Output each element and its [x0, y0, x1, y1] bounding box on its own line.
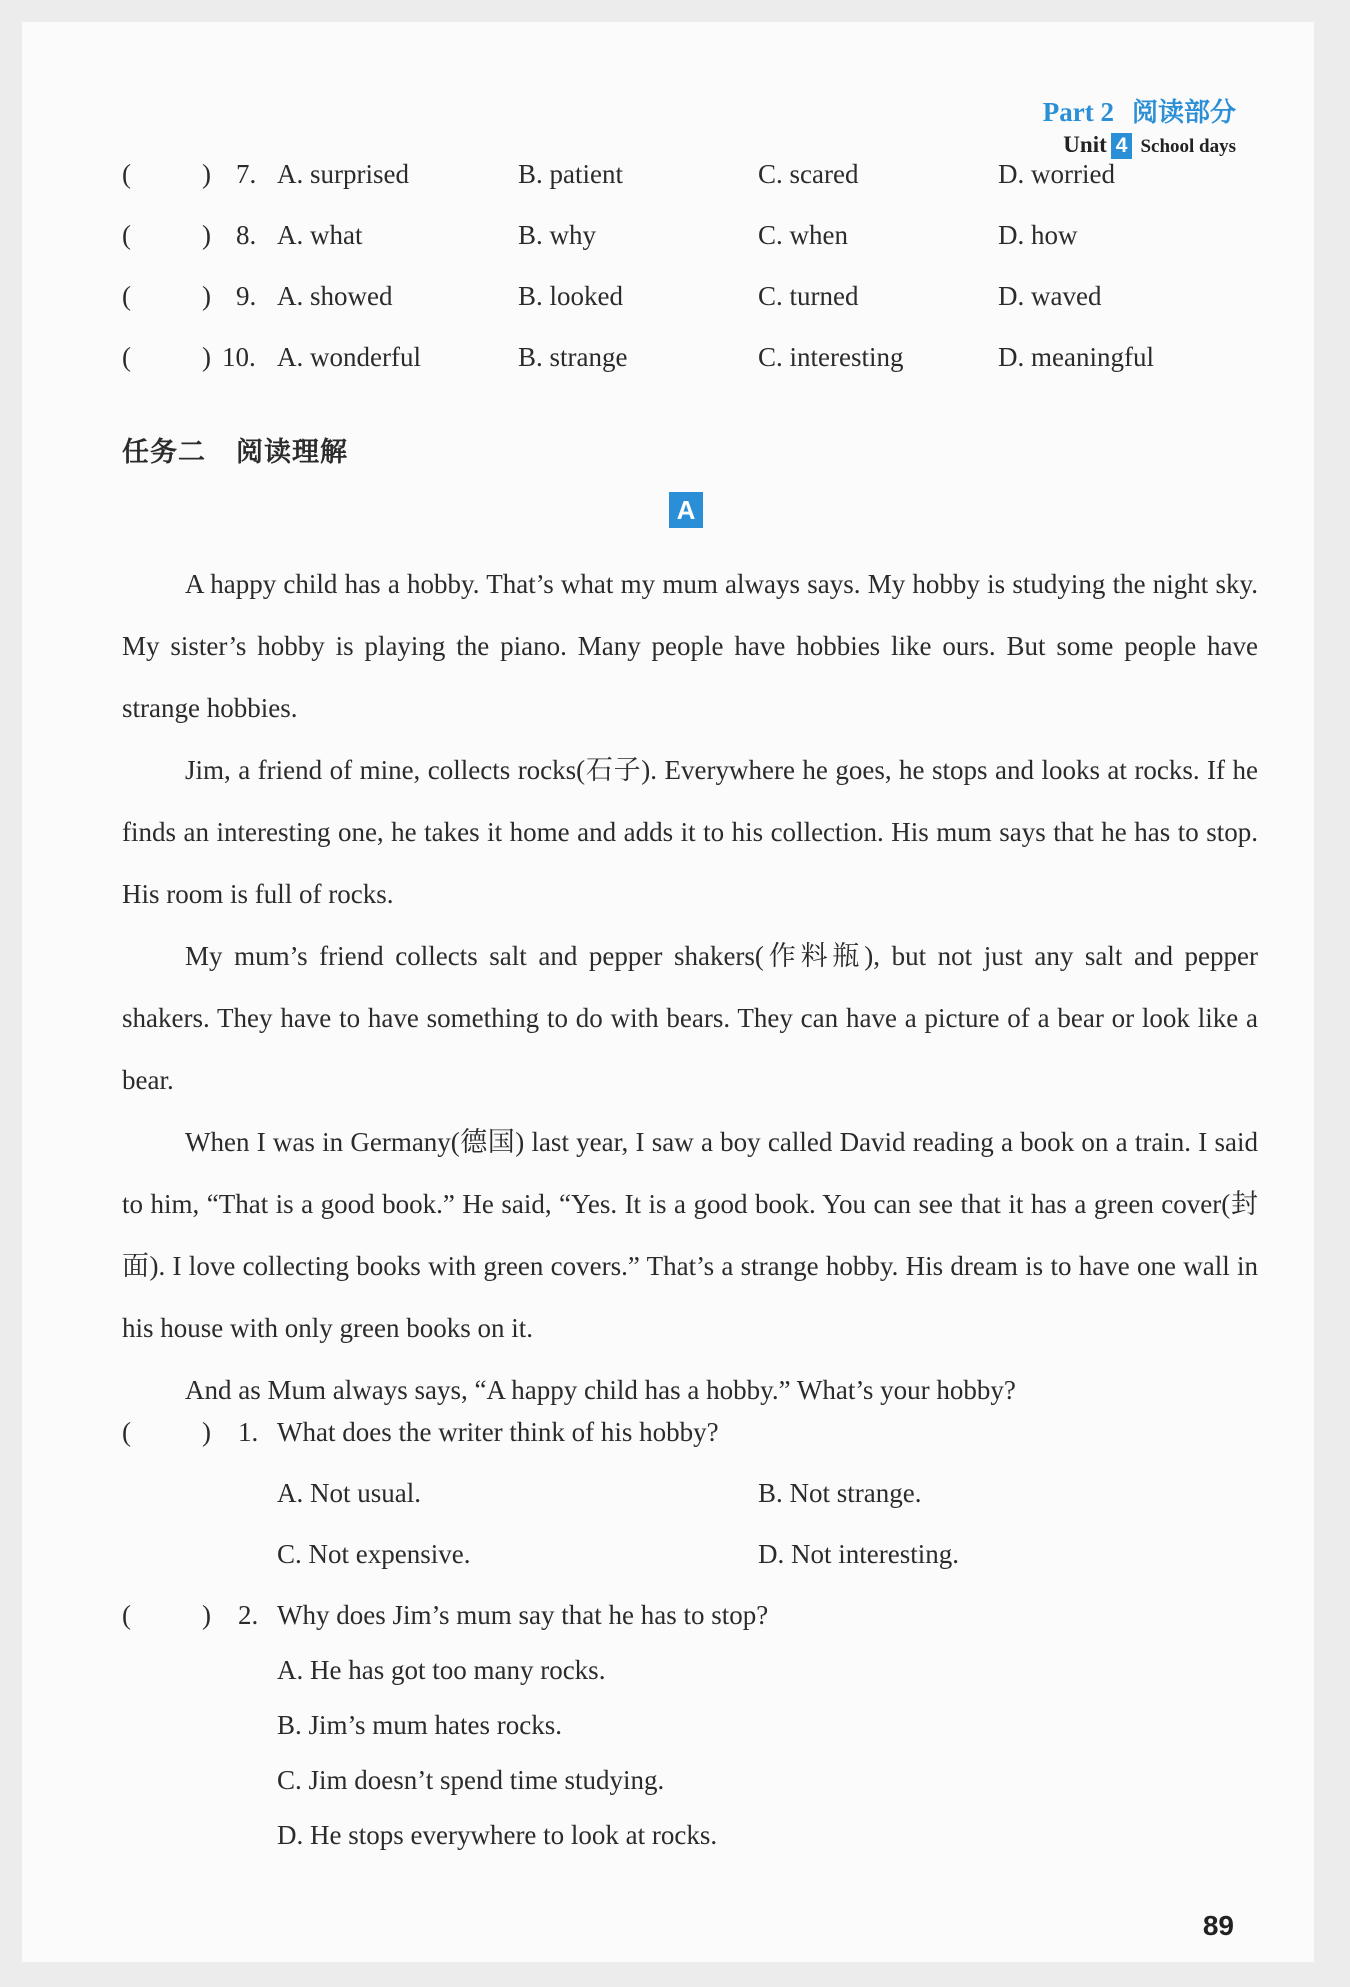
option-d: D. meaningful [998, 342, 1154, 372]
answer-paren-open: ( [122, 220, 131, 250]
option-b: B. strange [518, 342, 628, 372]
option-c: C. when [758, 220, 848, 250]
option-b: B. patient [518, 159, 623, 189]
question-number: 7. [236, 159, 257, 189]
option-c: C. scared [758, 159, 859, 189]
question-text: What does the writer think of his hobby? [277, 1417, 719, 1447]
question-number: 1. [238, 1417, 259, 1447]
unit-label: Unit [1063, 132, 1107, 157]
option-a: A. showed [277, 281, 393, 311]
option-c: C. turned [758, 281, 859, 311]
answer-paren-open: ( [122, 1600, 131, 1630]
answer-choice: B. Jim’s mum hates rocks. [277, 1710, 562, 1740]
answer-paren-close: ) [202, 159, 211, 189]
page [22, 22, 1314, 1962]
passage-paragraph: When I was in Germany(德国) last year, I saw a boy called David reading a book on a train. I said to him, “That is a good book.” He said, “Yes. It is a good book. You can see that it has a green cover(封面). I love collecting books with green covers.” That’s a strange hobby. His dream is to have one wall in his house with only green books on it. [122, 1127, 1258, 1343]
question-number: 8. [236, 220, 257, 250]
answer-paren-close: ) [202, 342, 211, 372]
answer-choice: C. Jim doesn’t spend time studying. [277, 1765, 665, 1795]
option-a: A. surprised [277, 159, 409, 189]
unit-number-badge: 4 [1111, 133, 1133, 159]
answer-choice: A. Not usual. [277, 1478, 421, 1508]
passage-paragraph: And as Mum always says, “A happy child has a hobby.” What’s your hobby? [185, 1375, 1016, 1405]
question-text: Why does Jim’s mum say that he has to stop? [277, 1600, 769, 1630]
answer-choice: B. Not strange. [758, 1478, 922, 1508]
option-d: D. worried [998, 159, 1115, 189]
header-unit [1063, 132, 1236, 159]
part-cn-label: 阅读部分 [1131, 98, 1236, 128]
option-b: B. looked [518, 281, 623, 311]
option-c: C. interesting [758, 342, 904, 372]
part-label: Part 2 [1042, 97, 1114, 127]
option-d: D. waved [998, 281, 1102, 311]
passage-label-badge: A [669, 492, 703, 528]
passage-paragraph: Jim, a friend of mine, collects rocks(石子). Everywhere he goes, he stops and looks at rocks. If he finds an interesting one, he takes it home and adds it to his collection. His mum says that he has to stop. His room is full of rocks. [122, 755, 1258, 909]
answer-choice: A. He has got too many rocks. [277, 1655, 606, 1685]
option-b: B. why [518, 220, 597, 250]
option-d: D. how [998, 220, 1078, 250]
section-heading [122, 430, 348, 469]
reading-passage [122, 553, 1258, 1421]
answer-paren-open: ( [122, 342, 131, 372]
answer-choice: C. Not expensive. [277, 1539, 471, 1569]
answer-paren-open: ( [122, 159, 131, 189]
section-task-label: 任务二 [122, 437, 206, 468]
question-number: 9. [236, 281, 257, 311]
header-part [1043, 92, 1236, 129]
question-number: 2. [238, 1600, 259, 1630]
section-title-label: 阅读理解 [236, 437, 348, 468]
answer-paren-close: ) [202, 220, 211, 250]
answer-paren-open: ( [122, 281, 131, 311]
answer-paren-close: ) [202, 281, 211, 311]
option-a: A. wonderful [277, 342, 421, 372]
answer-choice: D. Not interesting. [758, 1539, 959, 1569]
answer-choice: D. He stops everywhere to look at rocks. [277, 1820, 718, 1850]
question-number: 10. [222, 342, 256, 372]
answer-paren-close: ) [202, 1600, 211, 1630]
passage-paragraph: A happy child has a hobby. That’s what my mum always says. My hobby is studying the night sky. My sister’s hobby is playing the piano. Many people have hobbies like ours. But some people have strange hobbies. [122, 569, 1258, 723]
unit-title: School days [1140, 136, 1236, 157]
option-a: A. what [277, 220, 363, 250]
page-number: 89 [1202, 1910, 1234, 1941]
answer-paren-open: ( [122, 1417, 131, 1447]
answer-paren-close: ) [202, 1417, 211, 1447]
passage-paragraph: My mum’s friend collects salt and pepper shakers(作料瓶), but not just any salt and pepper shakers. They have to have something to do with bears. They can have a picture of a bear or look like a bear. [122, 941, 1258, 1095]
